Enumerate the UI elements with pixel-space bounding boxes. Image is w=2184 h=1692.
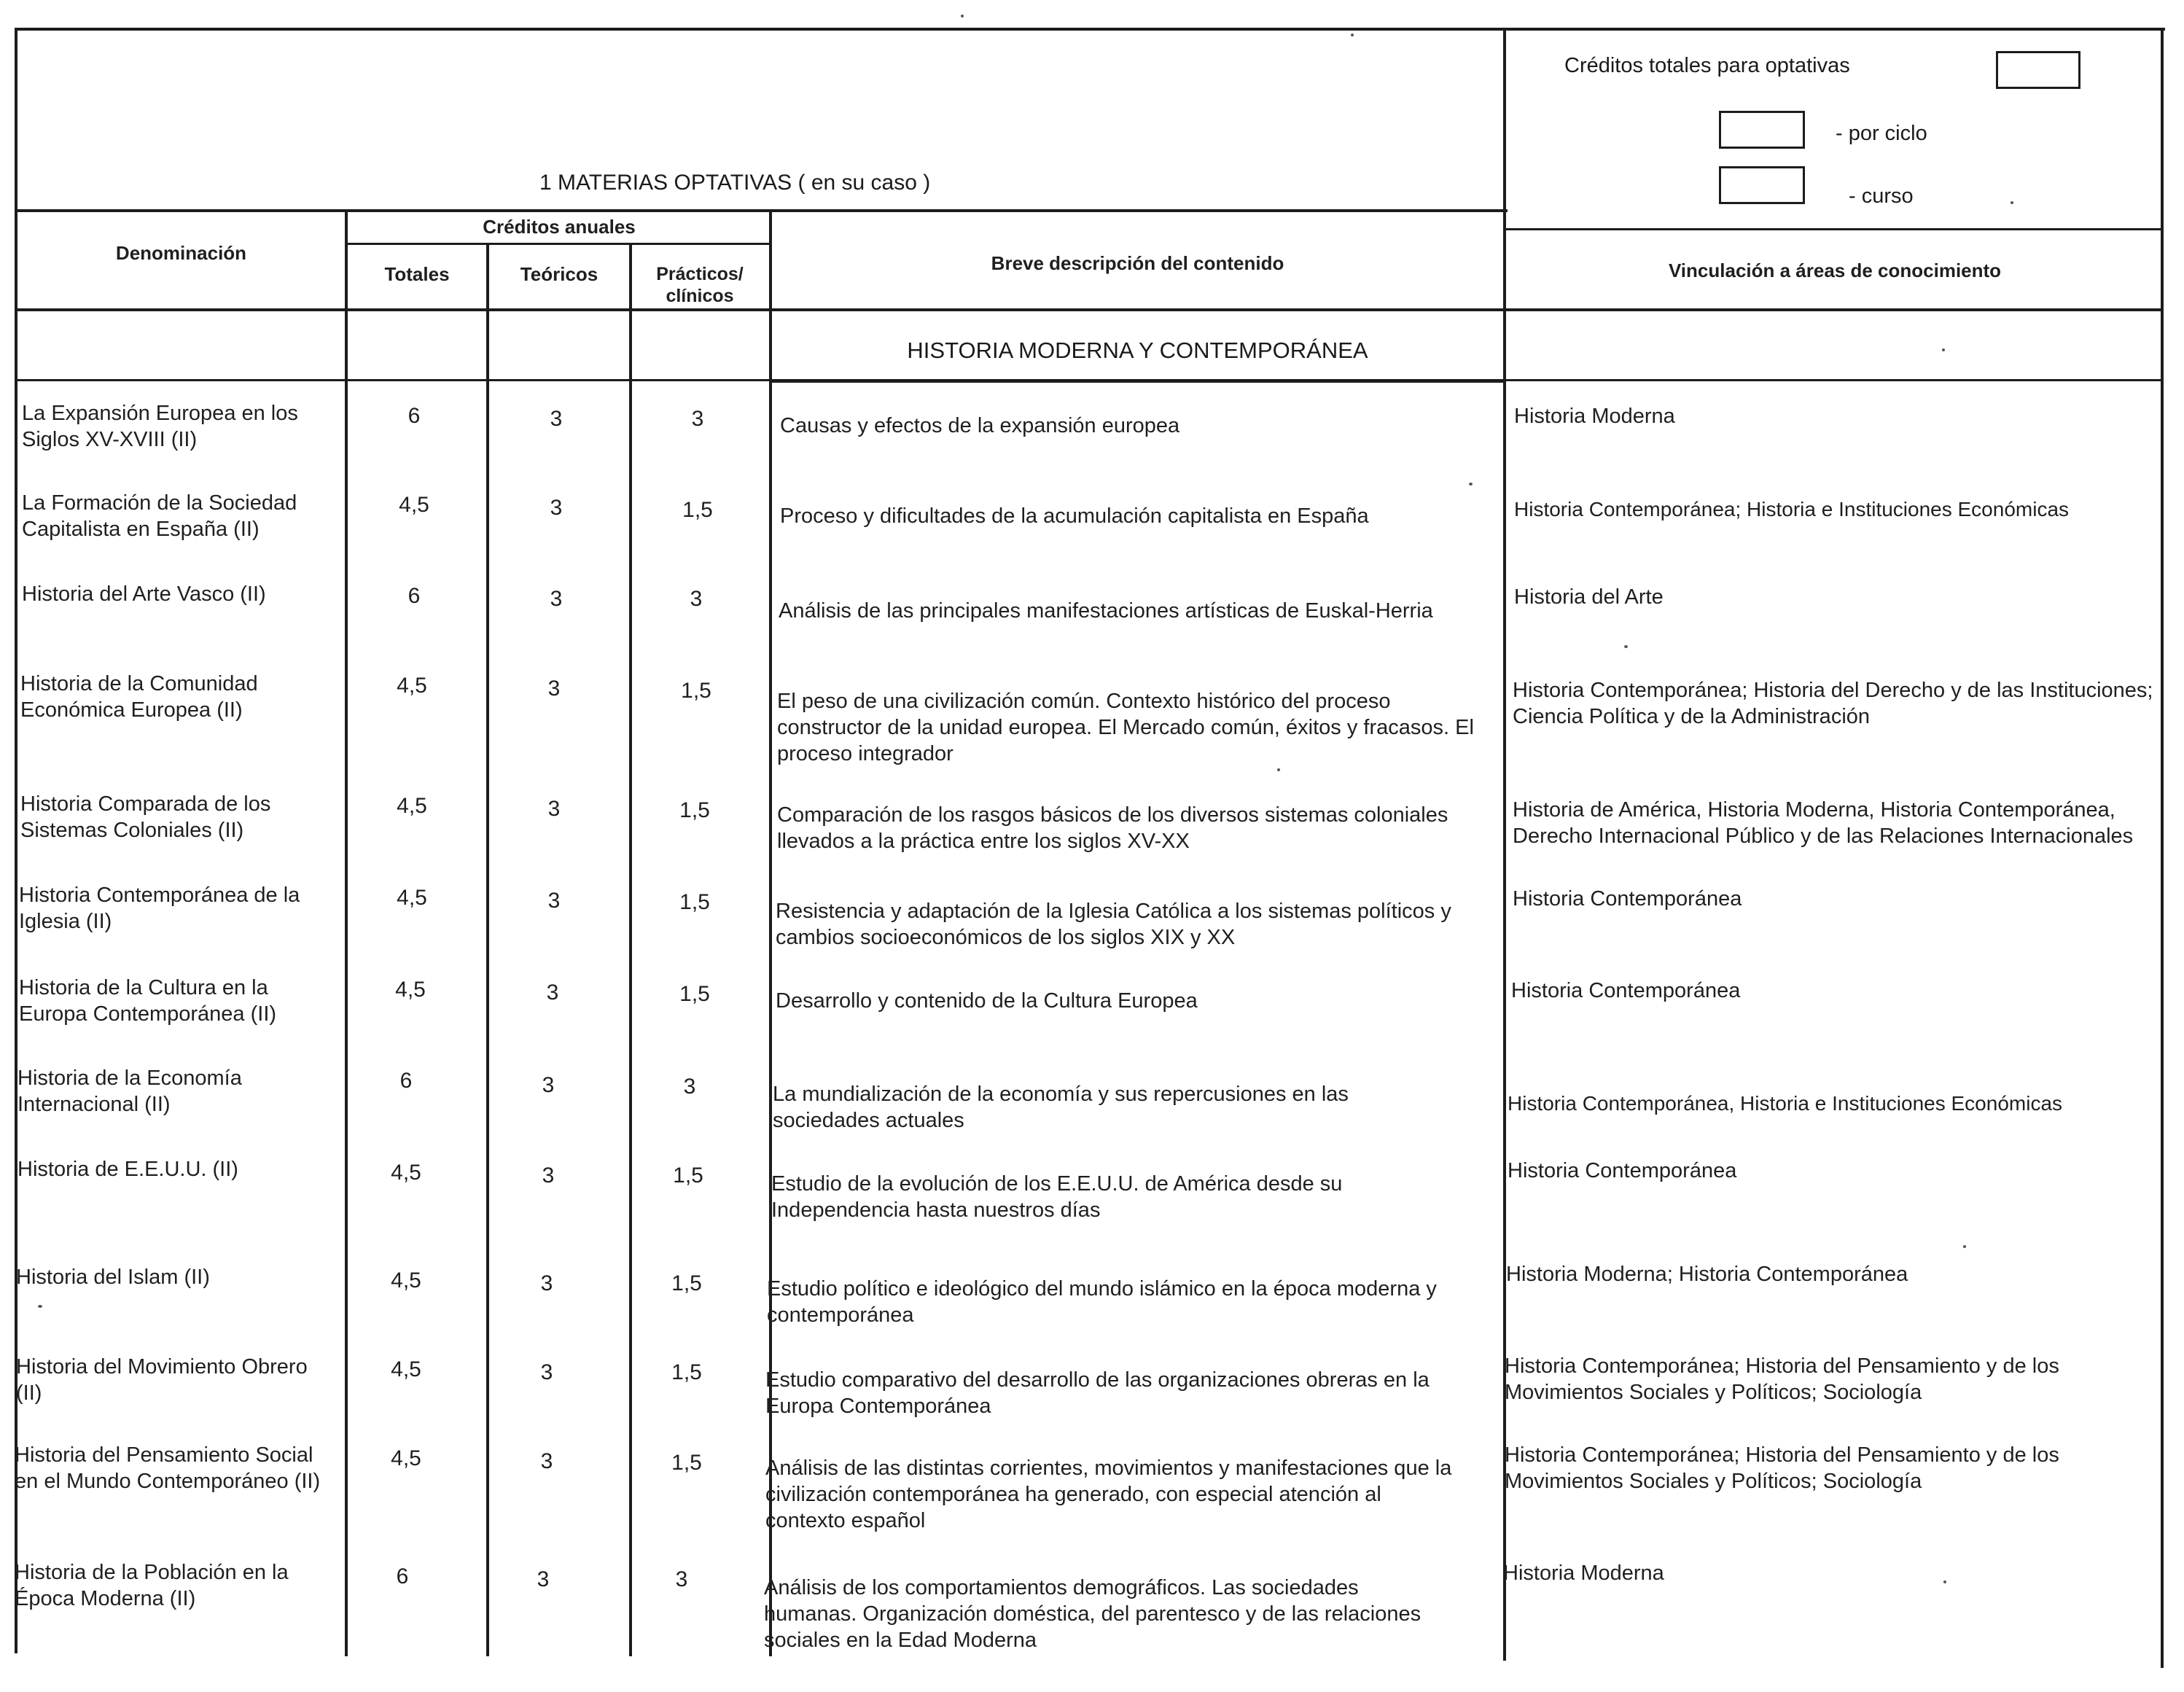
row-areas: Historia Contemporánea; Historia del Pensamiento y de los Movimientos Sociales y Políticos; Sociología bbox=[1505, 1354, 2059, 1404]
row-description: Causas y efectos de la expansión europea bbox=[780, 414, 1180, 437]
row-practicos: 1,5 bbox=[682, 498, 713, 522]
header-rule-bottom bbox=[15, 308, 2164, 311]
row-description: Análisis de los comportamientos demográficos. Las sociedades humanas. Organización doméstica, del parentesco y de las relaciones sociales en la Edad Moderna bbox=[764, 1576, 1421, 1652]
row-totales: 4,5 bbox=[397, 674, 427, 698]
credits-ciclo-box[interactable] bbox=[1719, 111, 1805, 149]
row-teoricos: 3 bbox=[547, 677, 561, 701]
row-teoricos: 3 bbox=[546, 980, 559, 1005]
row-practicos: 1,5 bbox=[679, 890, 710, 914]
row-name: Historia de la Población en la Época Moderna (II) bbox=[15, 1561, 289, 1610]
row-practicos: 3 bbox=[690, 587, 703, 611]
row-teoricos: 3 bbox=[550, 587, 563, 611]
row-areas: Historia Contemporánea; Historia del Pensamiento y de los Movimientos Sociales y Políticos; Sociología bbox=[1505, 1443, 2059, 1493]
scan-speck bbox=[2011, 201, 2013, 204]
row-description: Comparación de los rasgos básicos de los diversos sistemas coloniales llevados a la práctica entre los siglos XV-XX bbox=[777, 803, 1448, 853]
row-practicos: 1,5 bbox=[671, 1451, 702, 1475]
row-name: Historia del Islam (II) bbox=[16, 1266, 210, 1289]
row-areas: Historia Moderna bbox=[1503, 1562, 1664, 1585]
scan-speck bbox=[38, 1305, 42, 1308]
header-practicos: Prácticos/ clínicos bbox=[656, 264, 744, 306]
row-totales: 6 bbox=[407, 404, 421, 428]
row-description: Análisis de las principales manifestaciones artísticas de Euskal-Herria bbox=[779, 599, 1433, 623]
header-rule-top bbox=[15, 209, 1508, 212]
row-practicos: 1,5 bbox=[671, 1360, 702, 1384]
row-practicos: 1,5 bbox=[679, 798, 710, 822]
credits-rule bbox=[1503, 228, 2164, 230]
row-totales: 4,5 bbox=[391, 1161, 421, 1185]
row-name: La Formación de la Sociedad Capitalista en España (II) bbox=[22, 491, 297, 541]
row-totales: 4,5 bbox=[397, 794, 427, 818]
section-title: 1 MATERIAS OPTATIVAS ( en su caso ) bbox=[539, 171, 931, 195]
row-practicos: 3 bbox=[683, 1075, 696, 1099]
row-teoricos: 3 bbox=[542, 1073, 555, 1097]
row-description: Estudio de la evolución de los E.E.U.U. de América desde su Independencia hasta nuestros días bbox=[771, 1172, 1343, 1222]
row-totales: 4,5 bbox=[397, 886, 427, 910]
scan-speck bbox=[1943, 1580, 1946, 1583]
header-denominacion: Denominación bbox=[115, 242, 247, 264]
scan-speck bbox=[1624, 645, 1628, 648]
row-practicos: 1,5 bbox=[681, 679, 711, 703]
row-totales: 4,5 bbox=[391, 1268, 421, 1293]
row-name: Historia Contemporánea de la Iglesia (II) bbox=[19, 884, 300, 933]
row-name: Historia del Movimiento Obrero (II) bbox=[16, 1355, 308, 1405]
scan-speck bbox=[961, 15, 964, 17]
header-teoricos: Teóricos bbox=[520, 263, 598, 285]
row-practicos: 1,5 bbox=[673, 1163, 703, 1188]
row-totales: 4,5 bbox=[391, 1446, 421, 1470]
row-name: Historia Comparada de los Sistemas Coloniales (II) bbox=[20, 792, 271, 842]
row-description: Estudio comparativo del desarrollo de las organizaciones obreras en la Europa Contemporánea bbox=[765, 1368, 1430, 1418]
row-totales: 6 bbox=[396, 1564, 409, 1588]
col-rule-practicos bbox=[629, 243, 632, 1656]
row-name: Historia de E.E.U.U. (II) bbox=[17, 1158, 238, 1181]
row-areas: Historia del Arte bbox=[1514, 585, 1664, 609]
credits-ciclo-label: - por ciclo bbox=[1836, 122, 1927, 145]
row-areas: Historia Contemporánea; Historia del Derecho y de las Instituciones; Ciencia Política y de la Administración bbox=[1513, 679, 2153, 728]
row-description: El peso de una civilización común. Contexto histórico del proceso constructor de la unidad europea. El Mercado común, éxitos y fracasos. El proceso integrador bbox=[777, 690, 1474, 765]
col-rule-totales bbox=[345, 209, 348, 1656]
row-teoricos: 3 bbox=[542, 1163, 555, 1188]
row-areas: Historia Contemporánea bbox=[1513, 887, 1742, 911]
row-teoricos: 3 bbox=[547, 797, 561, 821]
row-practicos: 3 bbox=[691, 407, 704, 431]
credits-total-label: Créditos totales para optativas bbox=[1564, 54, 1850, 77]
row-practicos: 1,5 bbox=[671, 1271, 702, 1295]
row-teoricos: 3 bbox=[540, 1360, 553, 1384]
row-teoricos: 3 bbox=[550, 496, 563, 520]
section-heading: HISTORIA MODERNA Y CONTEMPORÁNEA bbox=[907, 338, 1368, 363]
row-totales: 6 bbox=[399, 1069, 413, 1093]
scan-speck bbox=[1963, 1245, 1966, 1248]
row-teoricos: 3 bbox=[547, 889, 561, 913]
row-name: Historia del Pensamiento Social en el Mundo Contemporáneo (II) bbox=[15, 1443, 321, 1493]
section-heading-underline bbox=[771, 381, 1503, 383]
header-descripcion: Breve descripción del contenido bbox=[991, 252, 1284, 274]
row-areas: Historia Moderna bbox=[1514, 405, 1675, 428]
scan-speck bbox=[1469, 483, 1473, 486]
row-totales: 4,5 bbox=[399, 493, 429, 517]
frame-top-border bbox=[15, 28, 2165, 31]
header-totales: Totales bbox=[384, 263, 450, 285]
scan-speck bbox=[1942, 348, 1945, 351]
row-description: Proceso y dificultades de la acumulación capitalista en España bbox=[780, 504, 1369, 528]
col-rule-descripcion bbox=[769, 209, 772, 1656]
row-areas: Historia de América, Historia Moderna, Historia Contemporánea, Derecho Internacional Público y de las Relaciones Internacionales bbox=[1513, 798, 2134, 848]
creditos-anuales-rule bbox=[346, 243, 771, 245]
frame-left-border bbox=[15, 28, 17, 1653]
row-totales: 4,5 bbox=[395, 978, 426, 1002]
scan-speck bbox=[1277, 768, 1280, 771]
credits-total-box[interactable] bbox=[1996, 51, 2080, 89]
row-totales: 6 bbox=[407, 584, 421, 608]
row-description: Análisis de las distintas corrientes, movimientos y manifestaciones que la civilización contemporánea ha generado, con especial atención al contexto español bbox=[765, 1457, 1452, 1532]
row-totales: 4,5 bbox=[391, 1357, 421, 1381]
scan-speck bbox=[1351, 34, 1354, 36]
row-description: Desarrollo y contenido de la Cultura Europea bbox=[776, 989, 1198, 1013]
credits-curso-box[interactable] bbox=[1719, 166, 1805, 204]
row-description: La mundialización de la economía y sus repercusiones en las sociedades actuales bbox=[773, 1083, 1349, 1132]
row-name: Historia de la Economía Internacional (II) bbox=[17, 1067, 242, 1116]
col-rule-teoricos bbox=[486, 243, 489, 1656]
header-creditos-anuales: Créditos anuales bbox=[483, 216, 636, 238]
row-areas: Historia Contemporánea, Historia e Instituciones Económicas bbox=[1508, 1092, 2063, 1115]
row-teoricos: 3 bbox=[540, 1271, 553, 1295]
row-name: Historia del Arte Vasco (II) bbox=[22, 582, 266, 606]
row-areas: Historia Moderna; Historia Contemporánea bbox=[1506, 1263, 1908, 1286]
credits-curso-label: - curso bbox=[1849, 184, 1914, 208]
header-vinculacion: Vinculación a áreas de conocimiento bbox=[1668, 260, 2002, 281]
row-practicos: 1,5 bbox=[679, 982, 710, 1006]
row-areas: Historia Contemporánea bbox=[1508, 1159, 1737, 1182]
row-description: Resistencia y adaptación de la Iglesia Católica a los sistemas políticos y cambios socioeconómicos de los siglos XIX y XX bbox=[776, 900, 1451, 949]
row-name: Historia de la Cultura en la Europa Contemporánea (II) bbox=[19, 976, 277, 1026]
row-name: La Expansión Europea en los Siglos XV-XVIII (II) bbox=[22, 402, 298, 451]
row-practicos: 3 bbox=[675, 1567, 688, 1591]
row-teoricos: 3 bbox=[537, 1567, 550, 1591]
row-name: Historia de la Comunidad Económica Europea (II) bbox=[20, 672, 258, 722]
row-teoricos: 3 bbox=[550, 407, 563, 431]
row-description: Estudio político e ideológico del mundo islámico en la época moderna y contemporánea bbox=[767, 1277, 1437, 1327]
row-areas: Historia Contemporánea bbox=[1511, 979, 1741, 1002]
row-areas: Historia Contemporánea; Historia e Instituciones Económicas bbox=[1514, 498, 2070, 521]
row-teoricos: 3 bbox=[540, 1449, 553, 1473]
